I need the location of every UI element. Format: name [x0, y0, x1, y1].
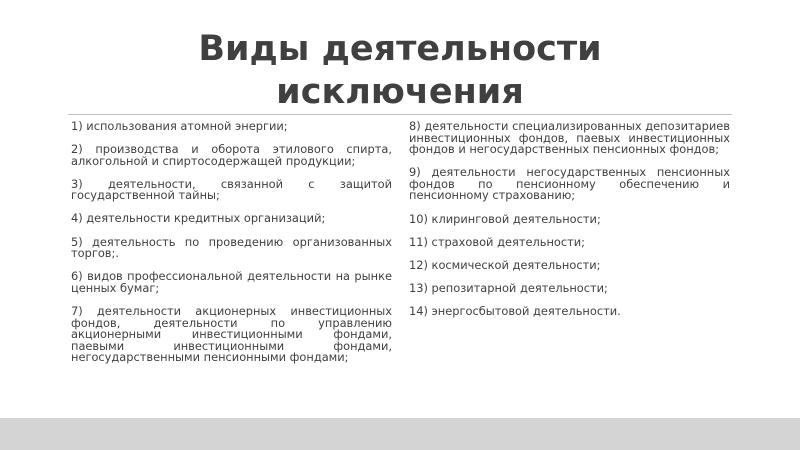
list-item: 9) деятельности негосударственных пенсионных фондов по пенсионному обеспечению и пенсионному страхованию; — [409, 165, 730, 203]
left-column — [71, 121, 392, 375]
list-item: 10) клиринговой деятельности; — [409, 211, 601, 226]
list-item: 7) деятельности акционерных инвестиционных фондов, деятельности по управлению акционерными инвестиционными фондами, паевыми инвестиционными фондами, негосударственными пенсионными фондами; — [71, 303, 392, 365]
list-item: 1) использования атомной энергии; — [71, 119, 288, 133]
list-item: 2) производства и оборота этилового спирта, алкогольной и спиртосодержащей продукции; — [71, 142, 392, 168]
title-divider — [68, 114, 732, 115]
slide-title-line-1: Виды деятельности — [198, 29, 602, 69]
right-column — [409, 121, 730, 329]
slide-title — [60, 28, 740, 114]
list-item: 8) деятельности специализированных депозитариев инвестиционных фондов, паевых инвестиционных фондов и негосударственных пенсионных фондов; — [409, 119, 730, 157]
footer-bar — [0, 418, 800, 450]
slide-title-line-2: исключения — [276, 72, 524, 112]
list-item: 14) энергосбытовой деятельности. — [409, 303, 621, 318]
list-item: 3) деятельности, связанной с защитой государственной тайны; — [71, 176, 392, 203]
list-item: 11) страховой деятельности; — [409, 234, 586, 249]
list-item: 12) космической деятельности; — [409, 257, 601, 272]
list-item: 6) видов профессиональной деятельности на рынке ценных бумаг; — [71, 269, 392, 295]
list-item: 5) деятельность по проведению организованных торгов;. — [71, 234, 392, 261]
list-item: 13) репозитарной деятельности; — [409, 280, 608, 295]
list-item: 4) деятельности кредитных организаций; — [71, 211, 326, 226]
